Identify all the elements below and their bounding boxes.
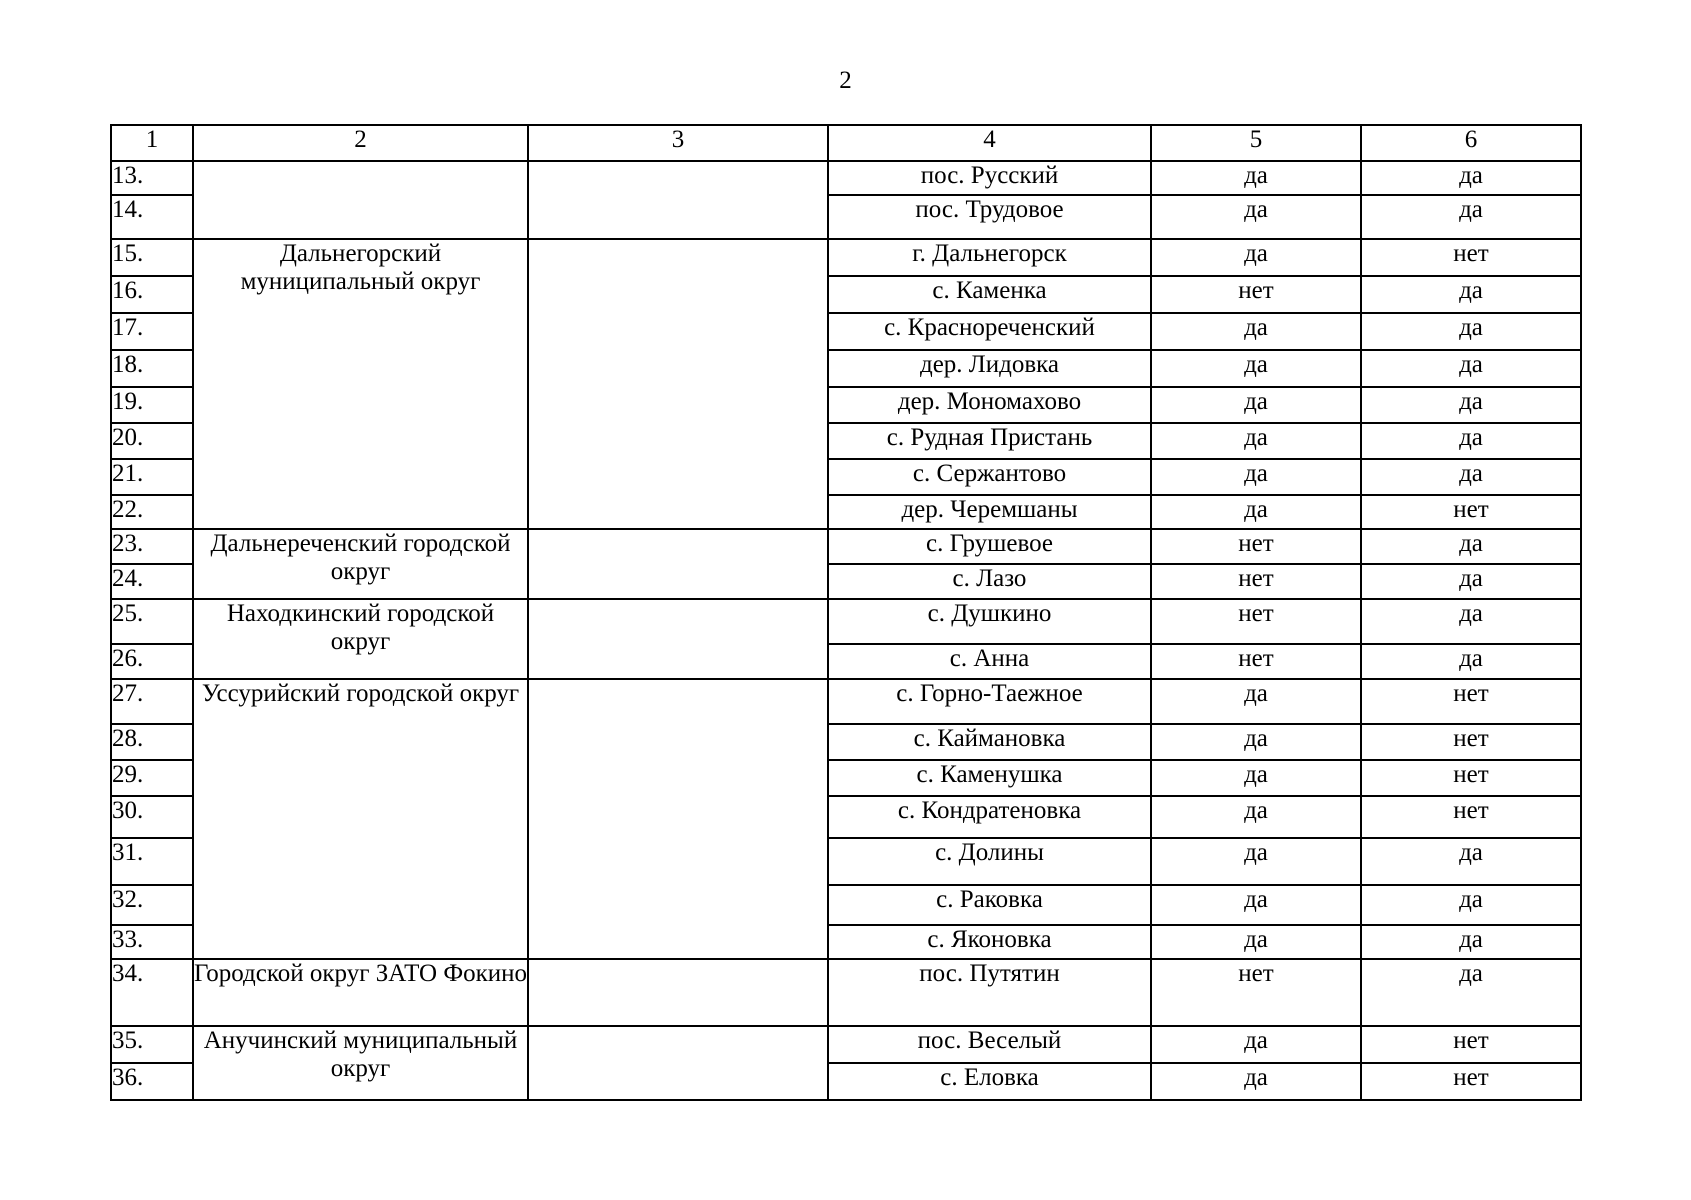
header-cell: 2 (193, 125, 528, 161)
settlement-cell: пос. Русский (828, 161, 1151, 195)
column-6-cell: да (1361, 195, 1581, 239)
row-number-cell: 28. (111, 724, 193, 760)
table-header-row (111, 125, 1581, 161)
column-5-cell: да (1151, 1063, 1361, 1100)
table-row (111, 239, 1581, 276)
settlement-cell: с. Еловка (828, 1063, 1151, 1100)
settlement-cell: дер. Мономахово (828, 387, 1151, 423)
district-cell: Дальнереченский городской округ (193, 529, 528, 599)
column-3-cell (528, 679, 828, 959)
settlement-cell: с. Яконовка (828, 925, 1151, 959)
header-cell: 1 (111, 125, 193, 161)
column-6-cell: да (1361, 350, 1581, 387)
column-6-cell: нет (1361, 796, 1581, 838)
row-number-cell: 36. (111, 1063, 193, 1100)
row-number-cell: 30. (111, 796, 193, 838)
row-number-cell: 26. (111, 644, 193, 679)
row-number-cell: 17. (111, 313, 193, 350)
settlement-cell: с. Рудная Пристань (828, 423, 1151, 459)
settlement-cell: с. Горно-Таежное (828, 679, 1151, 724)
row-number-cell: 22. (111, 495, 193, 529)
column-6-cell: нет (1361, 724, 1581, 760)
column-6-cell: да (1361, 599, 1581, 644)
row-number-cell: 16. (111, 276, 193, 313)
column-6-cell: да (1361, 925, 1581, 959)
table-row (111, 679, 1581, 724)
column-6-cell: да (1361, 459, 1581, 495)
column-3-cell (528, 161, 828, 239)
settlement-cell: с. Лазо (828, 564, 1151, 599)
settlements-table (110, 124, 1582, 1101)
row-number-cell: 14. (111, 195, 193, 239)
row-number-cell: 35. (111, 1026, 193, 1063)
row-number-cell: 33. (111, 925, 193, 959)
district-cell (193, 161, 528, 239)
column-3-cell (528, 599, 828, 679)
column-5-cell: да (1151, 350, 1361, 387)
row-number-cell: 31. (111, 838, 193, 885)
district-cell: Городской округ ЗАТО Фокино (193, 959, 528, 1026)
table-row (111, 599, 1581, 644)
column-5-cell: да (1151, 313, 1361, 350)
column-6-cell: нет (1361, 679, 1581, 724)
row-number-cell: 15. (111, 239, 193, 276)
table-row (111, 1026, 1581, 1063)
column-5-cell: да (1151, 885, 1361, 925)
settlement-cell: с. Каменушка (828, 760, 1151, 796)
column-5-cell: нет (1151, 276, 1361, 313)
district-cell: Анучинский муниципальный округ (193, 1026, 528, 1100)
row-number-cell: 24. (111, 564, 193, 599)
column-6-cell: да (1361, 423, 1581, 459)
settlement-cell: г. Дальнегорск (828, 239, 1151, 276)
column-5-cell: нет (1151, 529, 1361, 564)
settlement-cell: с. Кондратеновка (828, 796, 1151, 838)
column-6-cell: нет (1361, 760, 1581, 796)
settlement-cell: дер. Лидовка (828, 350, 1151, 387)
settlement-cell: с. Краснореченский (828, 313, 1151, 350)
column-6-cell: да (1361, 838, 1581, 885)
settlement-cell: с. Раковка (828, 885, 1151, 925)
column-5-cell: да (1151, 195, 1361, 239)
column-6-cell: да (1361, 313, 1581, 350)
district-cell: Находкинский городской округ (193, 599, 528, 679)
header-cell: 5 (1151, 125, 1361, 161)
column-5-cell: нет (1151, 599, 1361, 644)
district-cell: Дальнегорский муниципальный округ (193, 239, 528, 529)
column-3-cell (528, 1026, 828, 1100)
column-5-cell: да (1151, 459, 1361, 495)
column-6-cell: да (1361, 959, 1581, 1026)
header-cell: 3 (528, 125, 828, 161)
settlement-cell: пос. Веселый (828, 1026, 1151, 1063)
column-6-cell: да (1361, 564, 1581, 599)
column-5-cell: да (1151, 161, 1361, 195)
district-cell: Уссурийский городской округ (193, 679, 528, 959)
row-number-cell: 18. (111, 350, 193, 387)
column-5-cell: да (1151, 387, 1361, 423)
page-number: 2 (839, 67, 852, 94)
column-5-cell: нет (1151, 959, 1361, 1026)
settlement-cell: дер. Черемшаны (828, 495, 1151, 529)
column-5-cell: да (1151, 1026, 1361, 1063)
table-row (111, 529, 1581, 564)
settlement-cell: пос. Трудовое (828, 195, 1151, 239)
settlement-cell: пос. Путятин (828, 959, 1151, 1026)
column-5-cell: да (1151, 495, 1361, 529)
row-number-cell: 32. (111, 885, 193, 925)
column-5-cell: да (1151, 796, 1361, 838)
column-6-cell: да (1361, 276, 1581, 313)
row-number-cell: 23. (111, 529, 193, 564)
column-6-cell: да (1361, 387, 1581, 423)
column-6-cell: нет (1361, 239, 1581, 276)
row-number-cell: 25. (111, 599, 193, 644)
column-6-cell: да (1361, 885, 1581, 925)
settlement-cell: с. Душкино (828, 599, 1151, 644)
column-5-cell: нет (1151, 564, 1361, 599)
row-number-cell: 20. (111, 423, 193, 459)
row-number-cell: 29. (111, 760, 193, 796)
settlement-cell: с. Долины (828, 838, 1151, 885)
column-5-cell: да (1151, 239, 1361, 276)
settlement-cell: с. Каймановка (828, 724, 1151, 760)
settlement-cell: с. Сержантово (828, 459, 1151, 495)
row-number-cell: 27. (111, 679, 193, 724)
settlement-cell: с. Каменка (828, 276, 1151, 313)
column-5-cell: да (1151, 724, 1361, 760)
settlement-cell: с. Анна (828, 644, 1151, 679)
column-5-cell: да (1151, 423, 1361, 459)
column-5-cell: нет (1151, 644, 1361, 679)
row-number-cell: 21. (111, 459, 193, 495)
column-6-cell: нет (1361, 1026, 1581, 1063)
header-cell: 6 (1361, 125, 1581, 161)
column-5-cell: да (1151, 925, 1361, 959)
header-cell: 4 (828, 125, 1151, 161)
table-body (111, 125, 1581, 1100)
column-5-cell: да (1151, 838, 1361, 885)
table-row (111, 959, 1581, 1026)
row-number-cell: 13. (111, 161, 193, 195)
column-6-cell: да (1361, 644, 1581, 679)
column-3-cell (528, 959, 828, 1026)
row-number-cell: 34. (111, 959, 193, 1026)
column-3-cell (528, 239, 828, 529)
column-5-cell: да (1151, 760, 1361, 796)
column-6-cell: нет (1361, 495, 1581, 529)
column-6-cell: нет (1361, 1063, 1581, 1100)
row-number-cell: 19. (111, 387, 193, 423)
column-6-cell: да (1361, 529, 1581, 564)
table-row (111, 161, 1581, 195)
column-6-cell: да (1361, 161, 1581, 195)
column-3-cell (528, 529, 828, 599)
settlement-cell: с. Грушевое (828, 529, 1151, 564)
column-5-cell: да (1151, 679, 1361, 724)
